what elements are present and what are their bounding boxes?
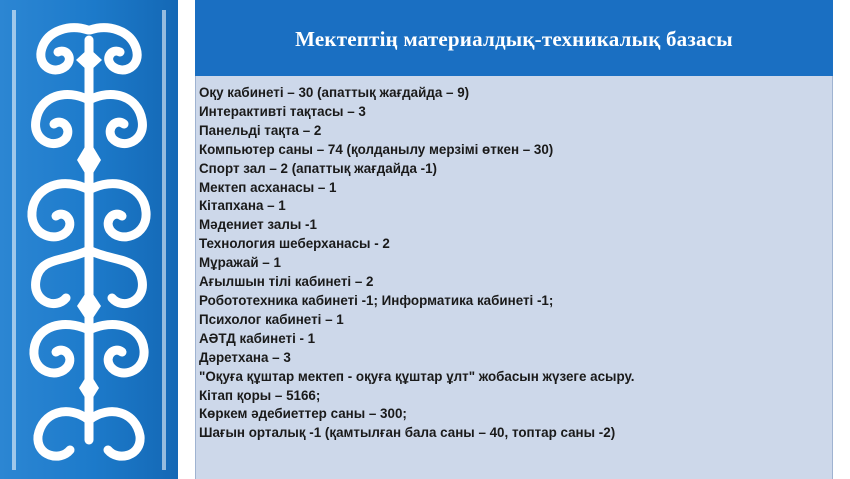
list-item: Шағын орталық -1 (қамтылған бала саны – 40, топтар саны -2) — [199, 425, 616, 441]
slide-title: Мектептің материалдық-техникалық базасы — [295, 26, 733, 51]
facilities-list — [196, 76, 832, 443]
list-item: Компьютер саны – 74 (қолданылу мерзімі өткен – 30) — [199, 141, 554, 157]
ornament-panel — [0, 0, 178, 479]
list-item: Мектеп асханасы – 1 — [199, 179, 337, 195]
list-item: Дәретхана – 3 — [199, 349, 291, 365]
list-item: Оқу кабинеті – 30 (апаттық жағдайда – 9) — [199, 85, 470, 100]
list-item: Робототехника кабинеті -1; Информатика кабинеті -1; — [199, 292, 554, 308]
list-item: Панельді тақта – 2 — [199, 122, 322, 138]
list-item: Кітапхана – 1 — [199, 198, 286, 214]
list-item: Спорт зал – 2 (апаттық жағдайда -1) — [199, 160, 438, 176]
list-item: "Оқуға құштар мектеп - оқуға құштар ұлт" жобасын жүзеге асыру. — [199, 368, 635, 384]
list-item: Технология шеберханасы - 2 — [199, 236, 390, 252]
list-item: Ағылшын тілі кабинеті – 2 — [199, 274, 374, 290]
list-item: Мәдениет залы -1 — [199, 217, 317, 233]
list-item: АӘТД кабинеті - 1 — [199, 330, 316, 346]
list-item: Кітап қоры – 5166; — [199, 387, 321, 403]
list-item: Көркем әдебиеттер саны – 300; — [199, 406, 407, 422]
list-item: Мұражай – 1 — [199, 255, 281, 271]
content-box — [195, 76, 833, 479]
list-item: Интерактивті тақтасы – 3 — [199, 103, 366, 119]
kazakh-ornament-icon — [0, 0, 178, 479]
list-item: Психолог кабинеті – 1 — [199, 311, 344, 327]
title-bar — [195, 0, 833, 76]
